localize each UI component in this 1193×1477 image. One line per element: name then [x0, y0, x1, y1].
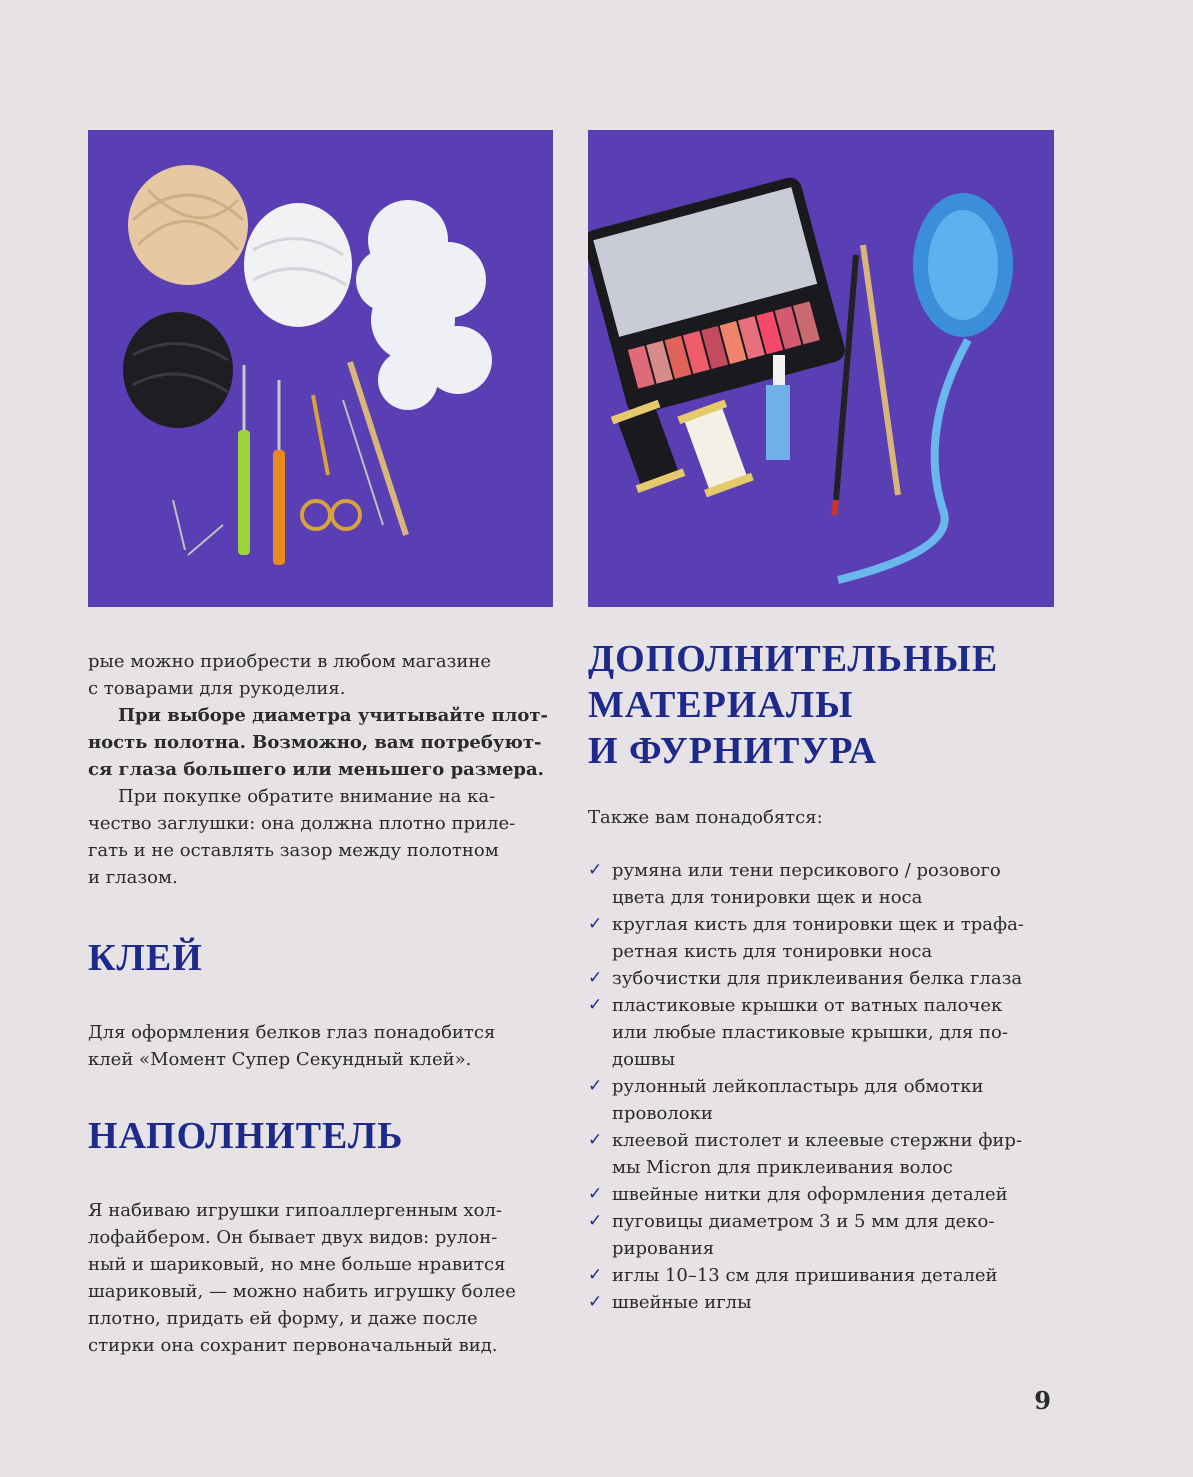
materials-intro: Также вам понадобятся: [588, 807, 823, 828]
item-line: проволоки [612, 1103, 713, 1124]
list-item [588, 857, 1058, 911]
note-line: и глазом. [88, 867, 178, 888]
check-icon: ✓ [588, 1130, 603, 1150]
item-line: румяна или тени персикового / розового [612, 860, 1001, 881]
item-line: иглы 10–13 см для пришивания деталей [612, 1265, 998, 1286]
check-icon: ✓ [588, 995, 603, 1015]
check-icon: ✓ [588, 1292, 603, 1312]
check-icon: ✓ [588, 860, 603, 880]
item-line: ретная кисть для тонировки носа [612, 941, 933, 962]
filler-line: стирки она сохранит первоначальный вид. [88, 1335, 498, 1356]
materials-list [588, 857, 1058, 1316]
glue-paragraph [88, 1019, 558, 1073]
heading-line: ДОПОЛНИТЕЛЬНЫЕ [588, 638, 999, 680]
left-column [88, 648, 558, 1359]
list-item [588, 1073, 1058, 1127]
item-line: пуговицы диаметром 3 и 5 мм для деко- [612, 1211, 995, 1232]
item-line: швейные нитки для оформления деталей [612, 1184, 1008, 1205]
bold-line: ся глаза большего или меньшего размера. [88, 759, 544, 780]
additional-materials-illustration [588, 130, 1054, 607]
intro-paragraph [88, 648, 558, 702]
note-line: чество заглушки: она должна плотно приле- [88, 813, 516, 834]
green-crochet-hook [238, 430, 250, 555]
item-line: рулонный лейкопластырь для обмотки [612, 1076, 984, 1097]
bold-line: ность полотна. Возможно, вам потребуют- [88, 732, 542, 753]
filler-paragraph [88, 1197, 558, 1359]
bold-note-paragraph [88, 702, 558, 783]
check-icon: ✓ [588, 914, 603, 934]
filler-heading: НАПОЛНИТЕЛЬ [88, 1115, 404, 1157]
purchase-note-paragraph [88, 783, 558, 891]
filler-line: Я набиваю игрушки гипоаллергенным хол- [88, 1200, 502, 1221]
heading-line: И ФУРНИТУРА [588, 730, 878, 772]
item-line: круглая кисть для тонировки щек и трафа- [612, 914, 1024, 935]
intro-line: рые можно приобрести в любом магазине [88, 651, 492, 672]
glue-line: Для оформления белков глаз понадобится [88, 1022, 496, 1043]
filler-line: шариковый, — можно набить игрушку более [88, 1281, 516, 1302]
check-icon: ✓ [588, 1184, 603, 1204]
item-line: швейные иглы [612, 1292, 752, 1313]
bold-line: При выборе диаметра учитывайте плот- [118, 705, 548, 726]
note-line: гать и не оставлять зазор между полотном [88, 840, 499, 861]
filler-line: плотно, придать ей форму, и даже после [88, 1308, 478, 1329]
white-thread-ball [244, 203, 352, 327]
check-icon: ✓ [588, 968, 603, 988]
list-item [588, 1127, 1058, 1181]
note-line: При покупке обратите внимание на ка- [118, 786, 496, 807]
crochet-supplies-illustration [88, 130, 553, 607]
black-thread-ball [123, 312, 233, 428]
item-line: зубочистки для приклеивания белка глаза [612, 968, 1023, 989]
heading-line: МАТЕРИАЛЫ [588, 684, 854, 726]
additional-materials-photo [588, 130, 1054, 607]
list-item [588, 1208, 1058, 1262]
item-line: пластиковые крышки от ватных палочек [612, 995, 1003, 1016]
page-number: 9 [1034, 1386, 1051, 1415]
list-item [588, 992, 1058, 1073]
list-item [588, 911, 1058, 965]
list-item [588, 1262, 1058, 1289]
orange-crochet-hook [273, 450, 285, 565]
item-line: клеевой пистолет и клеевые стержни фир- [612, 1130, 1023, 1151]
check-icon: ✓ [588, 1211, 603, 1231]
item-line: или любые пластиковые крышки, для по- [612, 1022, 1008, 1043]
filler-line: ный и шариковый, но мне больше нравится [88, 1254, 506, 1275]
item-line: рирования [612, 1238, 715, 1259]
item-line: дошвы [612, 1049, 676, 1070]
glue-line: клей «Момент Супер Секундный клей». [88, 1049, 472, 1070]
list-item [588, 965, 1058, 992]
glue-tube [766, 385, 790, 460]
filler-line: лофайбером. Он бывает двух видов: рулон- [88, 1227, 498, 1248]
intro-line: с товарами для рукоделия. [88, 678, 346, 699]
crochet-supplies-photo [88, 130, 553, 607]
check-icon: ✓ [588, 1076, 603, 1096]
additional-materials-heading [588, 636, 1058, 774]
item-line: мы Micron для приклеивания волос [612, 1157, 953, 1178]
beige-yarn-ball [128, 165, 248, 285]
right-column [588, 636, 1058, 1316]
check-icon: ✓ [588, 1265, 603, 1285]
list-item [588, 1181, 1058, 1208]
glue-heading: КЛЕЙ [88, 937, 203, 979]
item-line: цвета для тонировки щек и носа [612, 887, 923, 908]
list-item [588, 1289, 1058, 1316]
